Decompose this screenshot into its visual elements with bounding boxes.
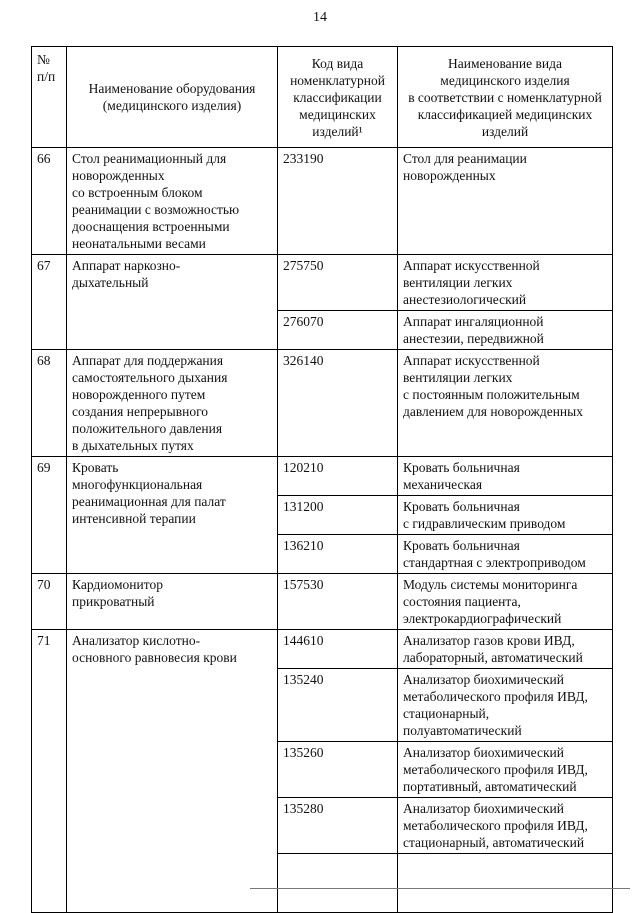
equipment-name: Анализатор кислотно- основного равновесия крови [67, 630, 278, 913]
table-header-row [32, 47, 613, 148]
row-number: 67 [32, 255, 67, 350]
equipment-name: Аппарат наркозно- дыхательный [67, 255, 278, 350]
header-kind: Наименование вида медицинского изделия в соответствии с номенклатурной классификацией медицинских изделий [398, 47, 613, 148]
kind-cell: Модуль системы мониторинга состояния пациента, электрокардиографический [398, 574, 613, 630]
equipment-name: Стол реанимационный для новорожденных со встроенным блоком реанимации с возможностью дооснащения встроенными неонатальными весами [67, 148, 278, 255]
header-number: № п/п [32, 47, 67, 148]
row-number: 66 [32, 148, 67, 255]
header-equipment: Наименование оборудования (медицинского изделия) [67, 47, 278, 148]
kind-cell: Анализатор газов крови ИВД, лабораторный, автоматический [398, 630, 613, 669]
header-code: Код вида номенклатурной классификации медицинских изделий¹ [278, 47, 398, 148]
empty-kind-cell [398, 854, 613, 913]
code-cell: 135280 [278, 798, 398, 854]
code-cell: 275750 [278, 255, 398, 311]
table-row [32, 350, 613, 457]
table-row [32, 630, 613, 669]
table-row [32, 457, 613, 496]
table-row [32, 255, 613, 311]
kind-cell: Анализатор биохимический метаболического профиля ИВД, стационарный, полуавтоматический [398, 669, 613, 742]
kind-cell: Аппарат ингаляционной анестезии, передвижной [398, 311, 613, 350]
table-row [32, 574, 613, 630]
kind-cell: Аппарат искусственной вентиляции легких с постоянным положительным давлением для новорожденных [398, 350, 613, 457]
kind-cell: Стол для реанимации новорожденных [398, 148, 613, 255]
code-cell: 276070 [278, 311, 398, 350]
kind-cell: Анализатор биохимический метаболического профиля ИВД, портативный, автоматический [398, 742, 613, 798]
kind-cell: Кровать больничная с гидравлическим приводом [398, 496, 613, 535]
code-cell: 157530 [278, 574, 398, 630]
code-cell: 326140 [278, 350, 398, 457]
code-cell: 120210 [278, 457, 398, 496]
table-row [32, 148, 613, 255]
code-cell: 131200 [278, 496, 398, 535]
code-cell: 135240 [278, 669, 398, 742]
kind-cell: Аппарат искусственной вентиляции легких анестезиологический [398, 255, 613, 311]
code-cell: 136210 [278, 535, 398, 574]
code-cell: 233190 [278, 148, 398, 255]
page-number: 14 [313, 10, 327, 25]
kind-cell: Анализатор биохимический метаболического профиля ИВД, стационарный, автоматический [398, 798, 613, 854]
row-number: 70 [32, 574, 67, 630]
empty-code-cell [278, 854, 398, 913]
kind-cell: Кровать больничная механическая [398, 457, 613, 496]
code-cell: 135260 [278, 742, 398, 798]
row-number: 69 [32, 457, 67, 574]
equipment-table [31, 46, 613, 913]
equipment-name: Кровать многофункциональная реанимационная для палат интенсивной терапии [67, 457, 278, 574]
scan-edge-line [250, 888, 630, 889]
row-number: 68 [32, 350, 67, 457]
equipment-name: Кардиомонитор прикроватный [67, 574, 278, 630]
row-number: 71 [32, 630, 67, 913]
equipment-name: Аппарат для поддержания самостоятельного дыхания новорожденного путем создания непрерывного положительного давления в дыхательных путях [67, 350, 278, 457]
kind-cell: Кровать больничная стандартная с электроприводом [398, 535, 613, 574]
code-cell: 144610 [278, 630, 398, 669]
